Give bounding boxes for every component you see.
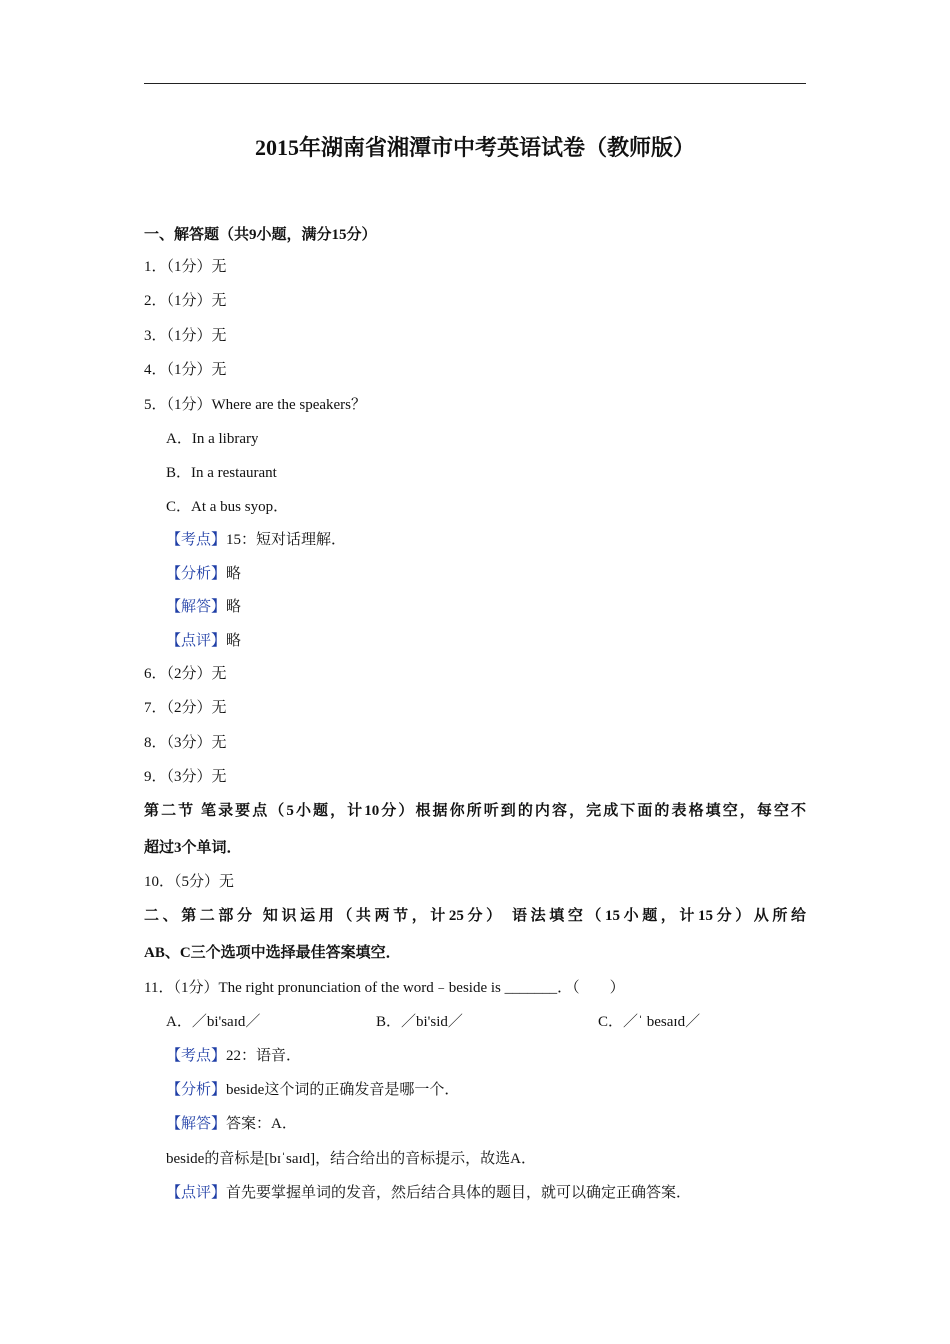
question-5-jieda bbox=[166, 597, 241, 617]
question-5-option-c: C．At a bus syop． bbox=[166, 499, 289, 515]
section-3-instruction-line-1: 二、第二部分 知识运用（共两节，计25分） 语法填空（15小题，计15分）从所给 bbox=[144, 908, 806, 924]
section-heading: 一、解答题（共9小题，满分15分） bbox=[144, 227, 377, 243]
dianping-text: 略 bbox=[226, 633, 242, 649]
question-11-stem: 11．（1分）The right pronunciation of the word﹣beside is _______．（ ） bbox=[144, 980, 625, 996]
question-11-jieda bbox=[166, 1114, 297, 1134]
question-11-fenxi bbox=[166, 1080, 459, 1100]
question-11-dianping bbox=[166, 1183, 691, 1203]
question-5-stem: 5．（1分）Where are the speakers？ bbox=[144, 397, 366, 413]
question-11-option-c: C．／ˈ besaɪd／ bbox=[598, 1014, 701, 1030]
section-2-instruction-line-1: 第二节 笔录要点（5小题，计10分）根据你所听到的内容，完成下面的表格填空，每空不 bbox=[144, 803, 806, 819]
question-8: 8．（3分）无 bbox=[144, 735, 227, 751]
fenxi-text: beside这个词的正确发音是哪一个． bbox=[226, 1082, 460, 1098]
fenxi-label: 【分析】 bbox=[166, 1082, 227, 1098]
question-2: 2．（1分）无 bbox=[144, 293, 227, 309]
question-1: 1．（1分）无 bbox=[144, 259, 227, 275]
question-5-dianping bbox=[166, 631, 241, 651]
question-5-option-b: B．In a restaurant bbox=[166, 465, 277, 481]
question-11-explanation: beside的音标是[bɪˈsaɪd]，结合给出的音标提示，故选A． bbox=[166, 1151, 536, 1167]
jieda-label: 【解答】 bbox=[166, 599, 227, 615]
section-3-instruction-line-2: AB、C三个选项中选择最佳答案填空． bbox=[144, 945, 401, 961]
question-5-option-a: A．In a library bbox=[166, 431, 259, 447]
fenxi-text: 略 bbox=[226, 566, 242, 582]
kaodian-text: 15：短对话理解． bbox=[226, 532, 347, 548]
dianping-text: 首先要掌握单词的发音，然后结合具体的题目，就可以确定正确答案． bbox=[226, 1185, 692, 1201]
dianping-label: 【点评】 bbox=[166, 633, 227, 649]
question-5-fenxi bbox=[166, 564, 241, 584]
question-7: 7．（2分）无 bbox=[144, 700, 227, 716]
fenxi-label: 【分析】 bbox=[166, 566, 227, 582]
question-11-options bbox=[166, 1012, 806, 1032]
page-title: 2015年湖南省湘潭市中考英语试卷（教师版） bbox=[254, 135, 695, 160]
question-9: 9．（3分）无 bbox=[144, 769, 227, 785]
jieda-text: 略 bbox=[226, 599, 242, 615]
question-11-kaodian bbox=[166, 1046, 301, 1066]
kaodian-label: 【考点】 bbox=[166, 532, 227, 548]
question-10: 10．（5分）无 bbox=[144, 874, 235, 890]
question-3: 3．（1分）无 bbox=[144, 328, 227, 344]
question-4: 4．（1分）无 bbox=[144, 362, 227, 378]
kaodian-text: 22：语音． bbox=[226, 1048, 302, 1064]
jieda-label: 【解答】 bbox=[166, 1116, 227, 1132]
section-2-instruction-line-2: 超过3个单词． bbox=[144, 840, 242, 856]
question-11-option-a: A．／bi'saɪd／ bbox=[166, 1014, 261, 1030]
question-5-kaodian bbox=[166, 530, 346, 550]
question-11-option-b: B．／bi'sid／ bbox=[376, 1014, 463, 1030]
question-6: 6．（2分）无 bbox=[144, 666, 227, 682]
dianping-label: 【点评】 bbox=[166, 1185, 227, 1201]
header-rule bbox=[144, 83, 806, 84]
kaodian-label: 【考点】 bbox=[166, 1048, 227, 1064]
jieda-text: 答案：A． bbox=[226, 1116, 297, 1132]
